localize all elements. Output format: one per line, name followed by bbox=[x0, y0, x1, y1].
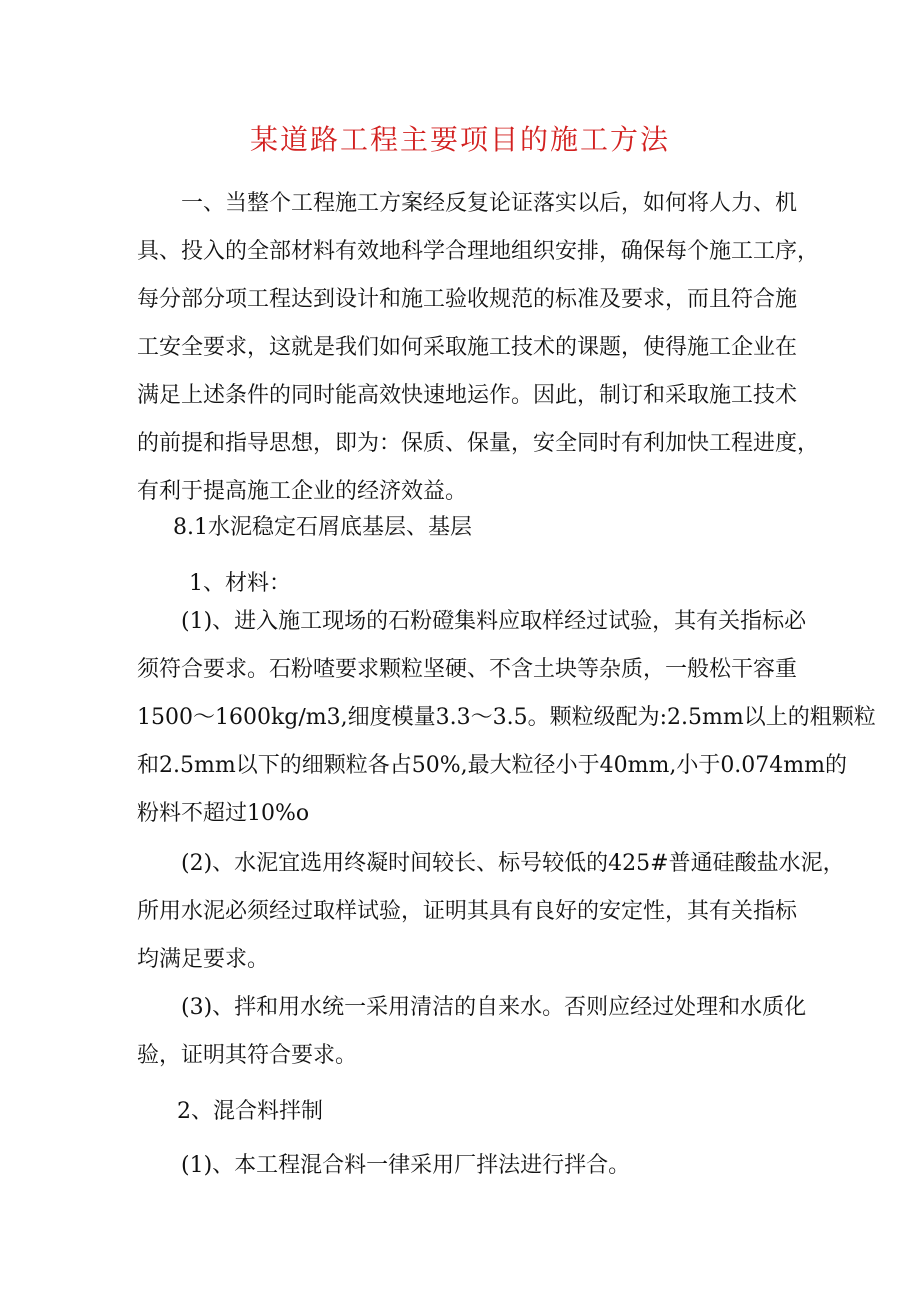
item-line: 和2.5mm以下的细颗粒各占50%,最大粒径小于40mm,小于0.074mm的 bbox=[137, 753, 848, 778]
item-line: 验，证明其符合要求。 bbox=[137, 1043, 358, 1068]
section-heading: 8.1水泥稳定石屑底基层、基层 bbox=[173, 515, 472, 540]
intro-line: 有利于提高施工企业的经济效益。 bbox=[137, 479, 468, 504]
subsection-heading-mixing: 2、混合料拌制 bbox=[177, 1099, 323, 1124]
item-line: 须符合要求。石粉喳要求颗粒坚硬、不含土块等杂质，一般松干容重 bbox=[137, 657, 798, 682]
item-3-paragraph bbox=[137, 984, 806, 1080]
intro-line: 每分部分项工程达到设计和施工验收规范的标准及要求，而且符合施 bbox=[137, 287, 798, 312]
intro-line: 满足上述条件的同时能高效快速地运作。因此，制订和采取施工技术 bbox=[137, 383, 798, 408]
intro-line: 具、投入的全部材料有效地科学合理地组织安排，确保每个施工工序， bbox=[137, 239, 820, 264]
item-line: 均满足要求。 bbox=[137, 947, 270, 972]
item-line: 粉料不超过10%o bbox=[137, 801, 310, 826]
subsection-heading-materials: 1、材料： bbox=[189, 571, 291, 596]
document-title: 某道路工程主要项目的施工方法 bbox=[249, 123, 670, 156]
intro-paragraph bbox=[137, 180, 819, 516]
item-line: (1)、进入施工现场的石粉磴集料应取样经过试验，其有关指标必 bbox=[181, 609, 807, 634]
item-line: 所用水泥必须经过取样试验，证明其具有良好的安定性，其有关指标 bbox=[137, 899, 798, 924]
intro-line: 工安全要求，这就是我们如何采取施工技术的课题，使得施工企业在 bbox=[137, 335, 798, 360]
item-line: 1500～1600kg∕m3,细度模量3.3～3.5。颗粒级配为:2.5mm以上的粗颗粒 bbox=[137, 705, 876, 730]
item-1-paragraph bbox=[137, 598, 876, 838]
intro-line: 一、当整个工程施工方案经反复论证落实以后，如何将人力、机 bbox=[181, 191, 798, 216]
item-line: (2)、水泥宜选用终凝时间较长、标号较低的425#普通硅酸盐水泥， bbox=[181, 851, 845, 876]
item-line: (3)、拌和用水统一采用清洁的自来水。否则应经过处理和水质化 bbox=[181, 995, 807, 1020]
item-line: (1)、本工程混合料一律采用厂拌法进行拌合。 bbox=[181, 1153, 631, 1178]
item-4-paragraph bbox=[137, 1142, 630, 1190]
item-2-paragraph bbox=[137, 840, 845, 984]
intro-line: 的前提和指导思想，即为：保质、保量，安全同时有利加快工程进度， bbox=[137, 431, 820, 456]
